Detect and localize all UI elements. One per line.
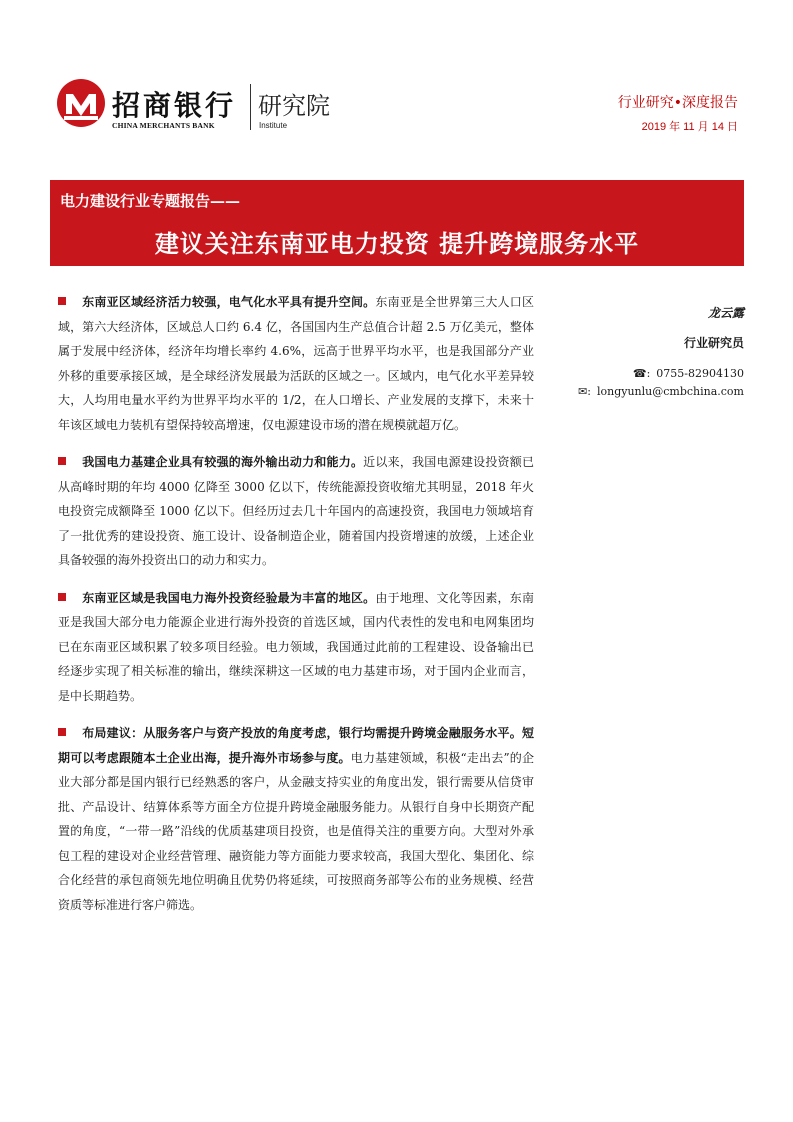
paragraph-body: 东南亚是全世界第三大人口区域，第六大经济体，区域总人口约 6.4 亿，各国国内生产总值合计超 2.5 万亿美元，整体属于发展中经济体，经济年均增长率约 4.6%，远高于世界平均水平，也是我国部分产业外移的重要承接区域，是全球经济发展最为活跃的区域之一。区域内，电气化水平差异较大，人均用电量水平约为世界平均水平的 1/2，在人口增长、产业发展的支撑下，未来十年该区域电力装机有望保持较高增速，仅电源建设市场的潜在规模就超万亿。 bbox=[58, 295, 534, 432]
paragraph-body: 近以来，我国电源建设投资额已从高峰时期的年均 4000 亿降至 3000 亿以下，传统能源投资收缩尤其明显，2018 年火电投资完成额降至 1000 亿以下。但经历过去几十年国内的高速投资，我国电力领域培育了一批优秀的建设投资、施工设计、设备制造企业，随着国内投资增速的放缓，上述企业具备较强的海外投资出口的动力和实力。 bbox=[58, 455, 534, 567]
summary-paragraph-1 bbox=[58, 290, 534, 437]
report-date: 2019 年 11 月 14 日 bbox=[641, 121, 738, 133]
author-role: 行业研究员 bbox=[683, 336, 744, 350]
paragraph-lead: 我国电力基建企业具有较强的海外输出动力和能力。 bbox=[82, 455, 364, 469]
report-type: 行业研究•深度报告 bbox=[617, 95, 738, 111]
author-phone-row bbox=[578, 365, 744, 383]
title-banner bbox=[50, 180, 744, 266]
bank-name-en: CHINA MERCHANTS BANK bbox=[112, 121, 215, 130]
summary-paragraph-3 bbox=[58, 586, 534, 709]
author-email-row bbox=[578, 383, 744, 401]
report-title: 建议关注东南亚电力投资 提升跨境服务水平 bbox=[154, 229, 640, 258]
author-info bbox=[578, 304, 744, 401]
paragraph-body: 电力基建领域，积极“走出去”的企业大部分都是国内银行已经熟悉的客户，从金融支持实业的角度出发，银行需要从信贷审批、产品设计、结算体系等方面全方位提升跨境金融服务能力。从银行自身中长期资产配置的角度，“一带一路”沿线的优质基建项目投资，也是值得关注的重要方向。大型对外承包工程的建设对企业经营管理、融资能力等方面能力要求较高，我国大型化、集团化、综合化经营的承包商领先地位明确且优势仍将延续，可按照商务部等公布的业务规模、经营资质等标准进行客户筛选。 bbox=[58, 750, 534, 912]
bullet-square-icon bbox=[58, 593, 66, 601]
cmb-logo-icon bbox=[56, 78, 106, 128]
author-name: 龙云露 bbox=[707, 306, 744, 320]
paragraph-lead: 布局建议：从服务客户与资产投放的角度考虑，银行均需提升跨境金融服务水平。短期可以考虑跟随本土企业出海，提升海外市场参与度。 bbox=[58, 726, 534, 765]
institute-name-en: Institute bbox=[259, 121, 288, 130]
author-phone: 0755-82904130 bbox=[656, 367, 744, 380]
paragraph-lead: 东南亚区域经济活力较强，电气化水平具有提升空间。 bbox=[82, 295, 376, 309]
summary-content bbox=[58, 290, 534, 930]
bullet-square-icon bbox=[58, 728, 66, 736]
bullet-square-icon bbox=[58, 297, 66, 305]
summary-paragraph-2 bbox=[58, 450, 534, 573]
paragraph-lead: 东南亚区域是我国电力海外投资经验最为丰富的地区。 bbox=[82, 590, 376, 605]
report-subtitle: 电力建设行业专题报告—— bbox=[60, 192, 241, 210]
mail-icon: ✉: bbox=[578, 385, 591, 398]
summary-paragraph-4 bbox=[58, 721, 534, 917]
institute-name-cn: 研究院 bbox=[258, 92, 330, 120]
author-email[interactable]: longyunlu@cmbchina.com bbox=[596, 385, 744, 398]
phone-icon: ☎: bbox=[632, 367, 651, 380]
paragraph-body: 由于地理、文化等因素，东南亚是我国大部分电力能源企业进行海外投资的首选区域，国内代表性的发电和电网集团均已在东南亚区域积累了较多项目经验。电力领域，我国通过此前的工程建设、设备输出已经逐步实现了相关标准的输出，继续深耕这一区域的电力基建市场，对于国内企业而言，是中长期趋势。 bbox=[58, 590, 534, 703]
bank-name-cn: 招商银行 bbox=[112, 89, 237, 122]
logo-divider bbox=[250, 84, 251, 130]
bullet-square-icon bbox=[58, 457, 66, 465]
